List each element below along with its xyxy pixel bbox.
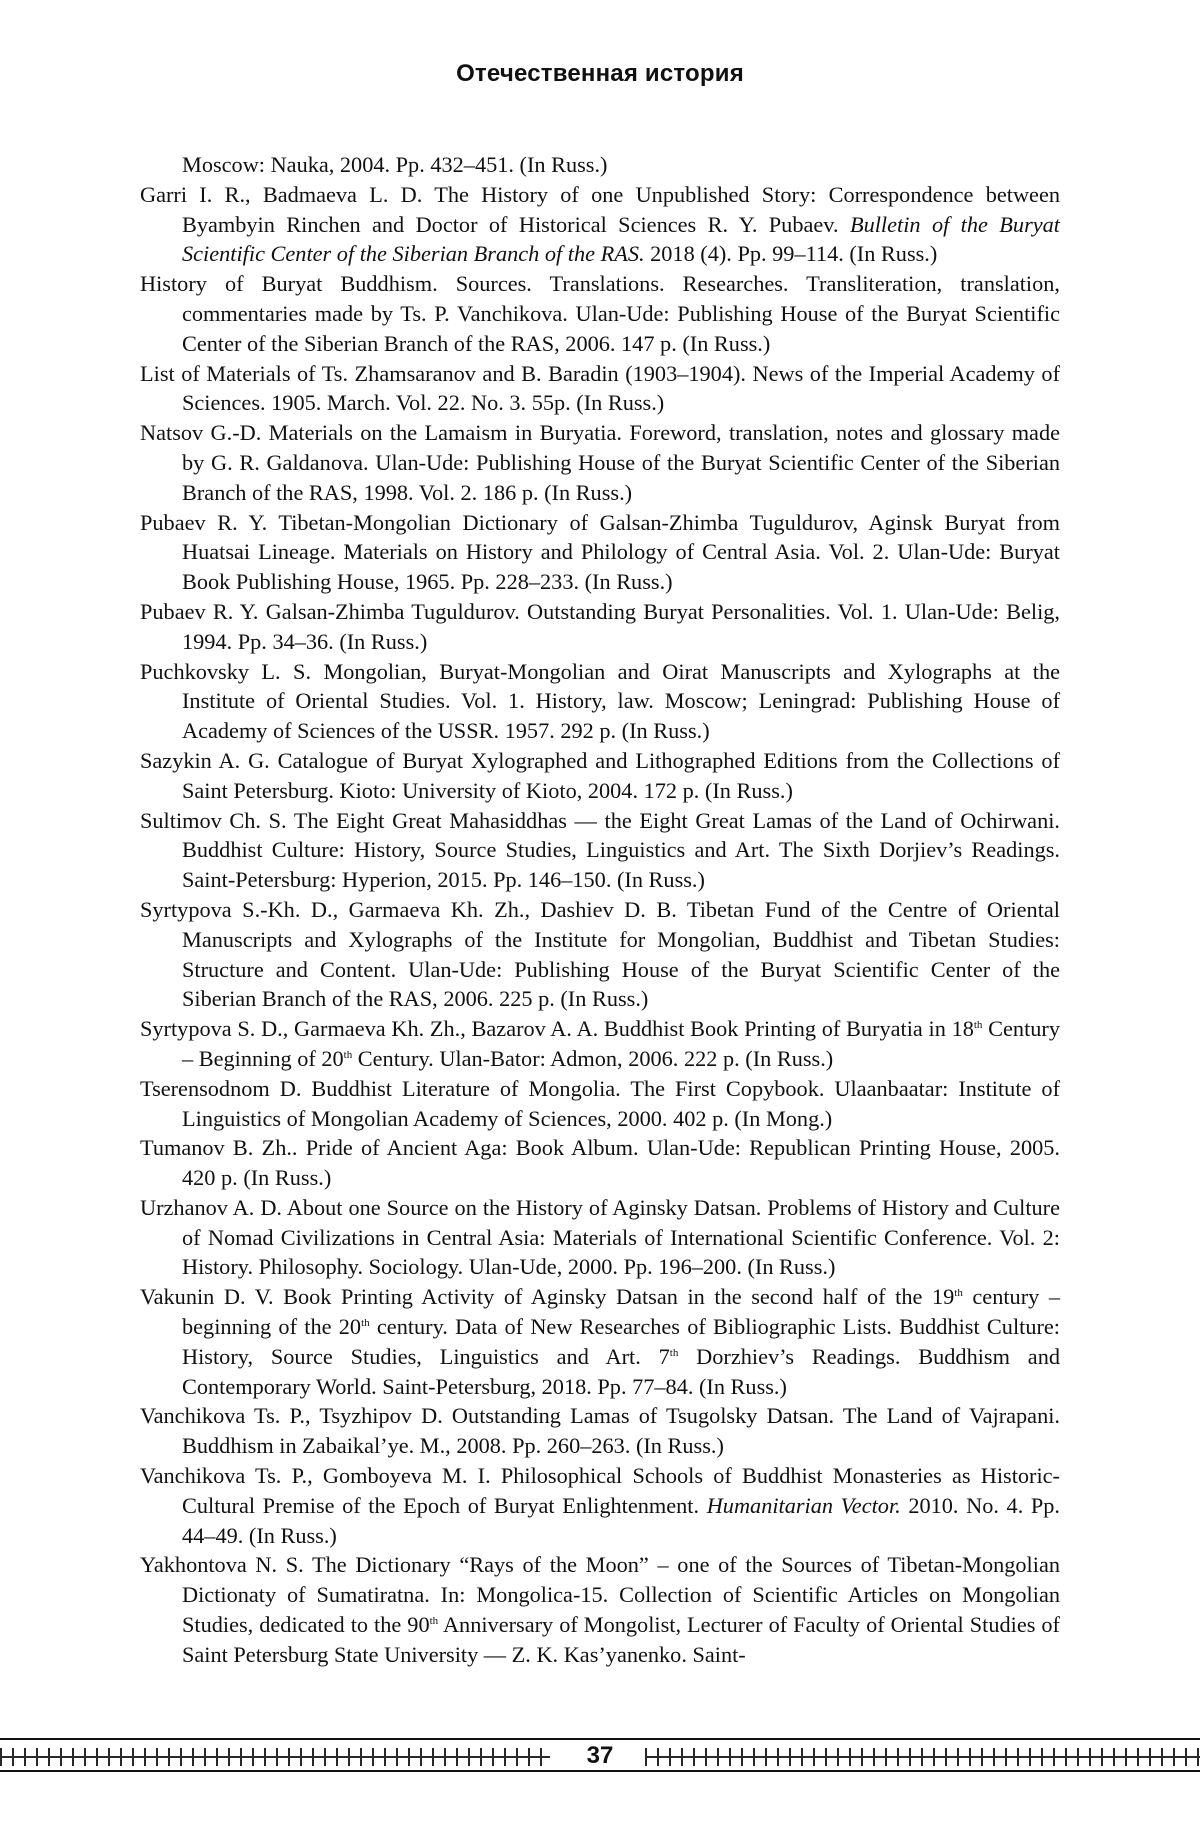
reference-entry: Garri I. R., Badmaeva L. D. The History of one Unpublished Story: Correspondence between Byambyin Rinchen and Doctor of Historical Sciences R. Y. Pubaev. Bulletin of the Buryat Scientific Center of the Siberian Branch of the RAS. 2018 (4). Pp. 99–114. (In Russ.) (140, 181, 1060, 267)
reference-list (140, 150, 1060, 1670)
reference-entry: Vakunin D. V. Book Printing Activity of Aginsky Datsan in the second half of the 19th century – beginning of the 20th century. Data of New Researches of Bibliographic Lists. Buddhist Culture: History, Source Studies, Linguistics and Art. 7th Dorzhiev’s Readings. Buddhism and Contemporary World. Saint-Petersburg, 2018. Pp. 77–84. (In Russ.) (140, 1284, 1061, 1399)
page-number: 37 (560, 1742, 640, 1770)
meander-ornament-right (645, 1748, 1200, 1766)
page-footer (0, 1738, 1200, 1774)
reference-entry: Urzhanov A. D. About one Source on the History of Aginsky Datsan. Problems of History and Culture of Nomad Civilizations in Central Asia: Materials of International Scientific Conference. Vol. 2: History. Philosophy. Sociology. Ulan-Ude, 2000. Pp. 196–200. (In Russ.) (140, 1194, 1060, 1280)
running-header: Отечественная история (456, 60, 744, 87)
reference-entry: Sultimov Ch. S. The Eight Great Mahasiddhas — the Eight Great Lamas of the Land of Ochirwani. Buddhist Culture: History, Source Studies, Linguistics and Art. The Sixth Dorjiev’s Readings. Saint-Petersburg: Hyperion, 2015. Pp. 146–150. (In Russ.) (140, 807, 1060, 893)
reference-entry: Vanchikova Ts. P., Gomboyeva M. I. Philosophical Schools of Buddhist Monasteries as Historic-Cultural Premise of the Epoch of Buryat Enlightenment. Humanitarian Vector. 2010. No. 4. Pp. 44–49. (In Russ.) (140, 1463, 1060, 1548)
reference-entry: Tumanov B. Zh.. Pride of Ancient Aga: Book Album. Ulan-Ude: Republican Printing House, 2005. 420 p. (In Russ.) (140, 1135, 1060, 1191)
reference-entry: Yakhontova N. S. The Dictionary “Rays of the Moon” – one of the Sources of Tibetan-Mongolian Dictionaty of Sumatiratna. In: Mongolica-15. Collection of Scientific Articles on Mongolian Studies, dedicated to the 90th Anniversary of Mongolist, Lecturer of Faculty of Oriental Studies of Saint Petersburg State University — Z. K. Kas’yanenko. Saint- (140, 1552, 1060, 1667)
reference-entry: Tserensodnom D. Buddhist Literature of Mongolia. The First Copybook. Ulaanbaatar: Institute of Linguistics of Mongolian Academy of Sciences, 2000. 402 p. (In Mong.) (140, 1075, 1060, 1131)
meander-ornament-left (0, 1748, 550, 1766)
reference-entry: Sazykin A. G. Catalogue of Buryat Xylographed and Lithographed Editions from the Collections of Saint Petersburg. Kioto: University of Kioto, 2004. 172 p. (In Russ.) (140, 747, 1060, 803)
footer-rule-top (0, 1738, 1200, 1740)
reference-entry: History of Buryat Buddhism. Sources. Translations. Researches. Transliteration, translation, commentaries made by Ts. P. Vanchikova. Ulan-Ude: Publishing House of the Buryat Scientific Center of the Siberian Branch of the RAS, 2006. 147 p. (In Russ.) (140, 271, 1060, 356)
reference-entry: List of Materials of Ts. Zhamsaranov and B. Baradin (1903–1904). News of the Imperial Academy of Sciences. 1905. March. Vol. 22. No. 3. 55p. (In Russ.) (140, 360, 1060, 416)
reference-entry: Puchkovsky L. S. Mongolian, Buryat-Mongolian and Oirat Manuscripts and Xylographs at the Institute of Oriental Studies. Vol. 1. History, law. Moscow; Leningrad: Publishing House of Academy of Sciences of the USSR. 1957. 292 p. (In Russ.) (140, 658, 1060, 744)
footer-rule-bottom (0, 1770, 1200, 1772)
reference-entry: Vanchikova Ts. P., Tsyzhipov D. Outstanding Lamas of Tsugolsky Datsan. The Land of Vajrapani. Buddhism in Zabaikal’ye. M., 2008. Pp. 260–263. (In Russ.) (140, 1403, 1060, 1459)
reference-entry: Pubaev R. Y. Galsan-Zhimba Tuguldurov. Outstanding Buryat Personalities. Vol. 1. Ulan-Ude: Belig, 1994. Pp. 34–36. (In Russ.) (140, 598, 1060, 654)
reference-entry: Moscow: Nauka, 2004. Pp. 432–451. (In Russ.) (182, 152, 608, 177)
reference-entry: Natsov G.-D. Materials on the Lamaism in Buryatia. Foreword, translation, notes and glossary made by G. R. Galdanova. Ulan-Ude: Publishing House of the Buryat Scientific Center of the Siberian Branch of the RAS, 1998. Vol. 2. 186 p. (In Russ.) (140, 420, 1060, 505)
reference-entry: Pubaev R. Y. Tibetan-Mongolian Dictionary of Galsan-Zhimba Tuguldurov, Aginsk Buryat from Huatsai Lineage. Materials on History and Philology of Central Asia. Vol. 2. Ulan-Ude: Buryat Book Publishing House, 1965. Pp. 228–233. (In Russ.) (140, 509, 1060, 595)
reference-entry: Syrtypova S.-Kh. D., Garmaeva Kh. Zh., Dashiev D. B. Tibetan Fund of the Centre of Oriental Manuscripts and Xylographs of the Institute for Mongolian, Buddhist and Tibetan Studies: Structure and Content. Ulan-Ude: Publishing House of the Buryat Scientific Center of the Siberian Branch of the RAS, 2006. 225 p. (In Russ.) (140, 896, 1060, 1012)
reference-entry: Syrtypova S. D., Garmaeva Kh. Zh., Bazarov A. A. Buddhist Book Printing of Buryatia in 18th Century – Beginning of 20th Century. Ulan-Bator: Admon, 2006. 222 p. (In Russ.) (140, 1016, 1060, 1071)
